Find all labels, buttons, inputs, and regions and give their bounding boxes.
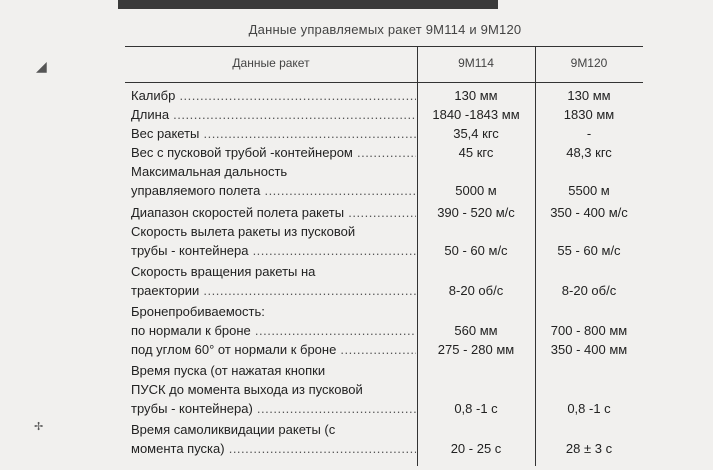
table-top-border — [125, 46, 643, 47]
label-line: Время пуска (от нажатая кнопки — [131, 363, 326, 378]
label-line: управляемого полета ..... — [131, 181, 416, 200]
value-9m120: 1830 мм — [563, 107, 615, 122]
row-label — [131, 302, 416, 340]
missile-data-table — [125, 46, 643, 466]
row-label — [131, 203, 416, 222]
value-9m114: 45 кгс — [458, 145, 494, 160]
label-line: под углом 60° от нормали к броне ..... — [131, 340, 416, 359]
value-9m120: 8-20 об/с — [561, 283, 617, 298]
label-line: Длина ..... — [131, 105, 416, 124]
label-line: момента пуска) ..... — [131, 439, 416, 458]
row-label — [131, 262, 416, 300]
label-line: по нормали к броне ..... — [131, 321, 416, 340]
label-line: Диапазон скоростей полета ракеты ..... — [131, 203, 416, 222]
row-label — [131, 162, 416, 200]
value-9m114: 275 - 280 мм — [437, 342, 515, 357]
label-line: Калибр ..... — [131, 86, 416, 105]
table-caption: Данные управляемых ракет 9М114 и 9М120 — [248, 22, 522, 37]
value-9m120: 5500 м — [568, 183, 610, 198]
row-label — [131, 420, 416, 458]
label-line: Скорость вращения ракеты на — [131, 264, 316, 279]
label-line: трубы - контейнера) ..... — [131, 399, 416, 418]
row-label — [131, 361, 416, 418]
header-9m120: 9М120 — [570, 56, 608, 70]
value-9m120: 48,3 кгс — [566, 145, 612, 160]
label-line: Время самоликвидации ракеты (с — [131, 422, 336, 437]
value-9m114: 130 мм — [454, 88, 498, 103]
value-9m120: 28 ± 3 с — [565, 441, 613, 456]
header-param: Данные ракет — [232, 56, 310, 70]
label-line: Вес с пусковой трубой -контейнером ..... — [131, 143, 416, 162]
value-9m120: 350 - 400 м/с — [550, 205, 628, 220]
value-9m114: 1840 -1843 мм — [432, 107, 520, 122]
value-9m120: 0,8 -1 с — [567, 401, 611, 416]
label-line: траектории ..... — [131, 281, 416, 300]
top-dark-bar — [118, 0, 498, 9]
label-line: Максимальная дальность — [131, 164, 288, 179]
header-bottom-border — [125, 82, 643, 83]
value-9m114: 390 - 520 м/с — [437, 205, 515, 220]
row-label — [131, 222, 416, 260]
value-9m120: 700 - 800 мм — [550, 323, 628, 338]
row-label — [131, 124, 416, 143]
row-label — [131, 86, 416, 105]
value-9m114: 0,8 -1 с — [454, 401, 498, 416]
row-label — [131, 105, 416, 124]
label-line: Вес ракеты ..... — [131, 124, 416, 143]
value-9m114: 20 - 25 с — [450, 441, 502, 456]
scan-speck: ◢ — [36, 58, 47, 74]
value-9m120: - — [586, 126, 592, 141]
value-9m114: 560 мм — [454, 323, 498, 338]
row-label — [131, 340, 416, 359]
value-9m114: 8-20 об/с — [448, 283, 504, 298]
value-9m120: 350 - 400 мм — [550, 342, 628, 357]
scan-speck: ✢ — [34, 421, 44, 433]
label-line: трубы - контейнера ..... — [131, 241, 416, 260]
value-9m120: 130 мм — [567, 88, 611, 103]
row-label — [131, 143, 416, 162]
label-line: ПУСК до момента выхода из пусковой — [131, 382, 363, 397]
value-9m114: 5000 м — [455, 183, 497, 198]
value-9m114: 35,4 кгс — [453, 126, 499, 141]
value-9m120: 55 - 60 м/с — [557, 243, 621, 258]
label-line: Бронепробиваемость: — [131, 304, 265, 319]
label-line: Скорость вылета ракеты из пусковой — [131, 224, 356, 239]
header-9m114: 9М114 — [458, 56, 494, 70]
value-9m114: 50 - 60 м/с — [444, 243, 508, 258]
